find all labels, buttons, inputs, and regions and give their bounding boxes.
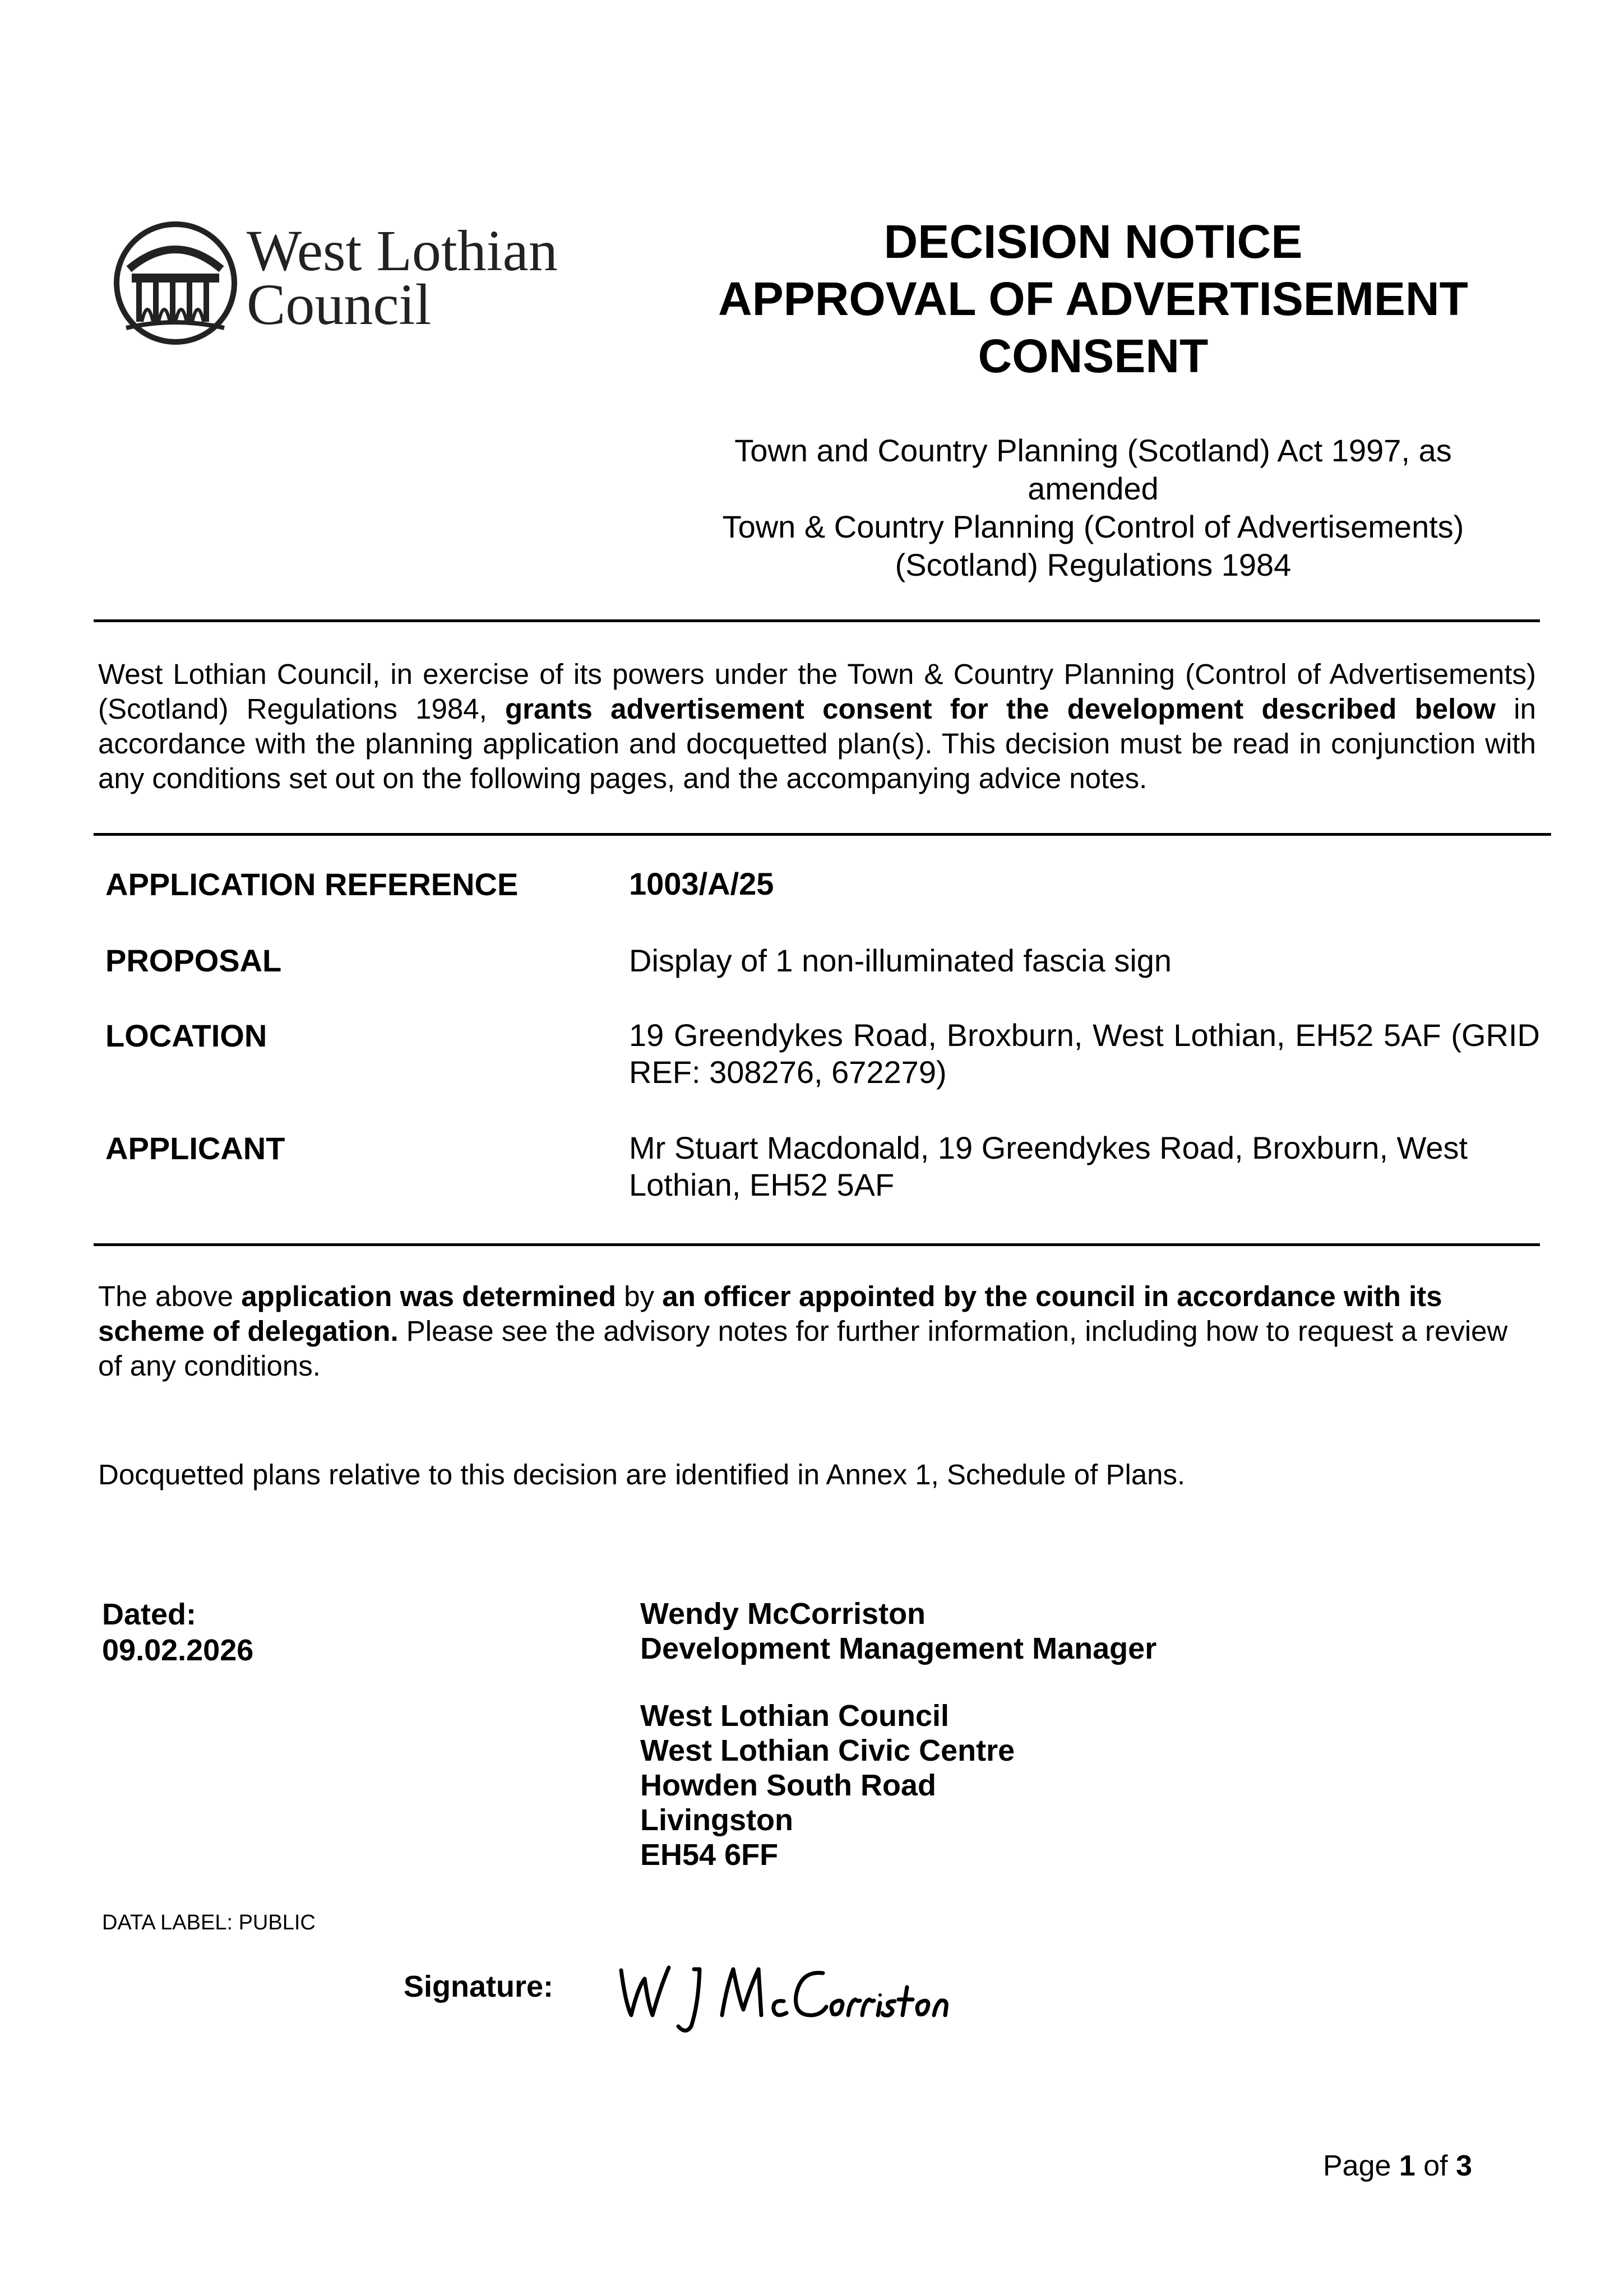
council-logo-text	[247, 219, 558, 337]
council-address	[640, 1698, 1015, 1872]
officer-name: Wendy McCorriston	[640, 1597, 926, 1631]
title-line-1: DECISION NOTICE	[883, 215, 1303, 268]
signature-label: Signature:	[404, 1970, 554, 2003]
dated-block	[102, 1596, 253, 1668]
reference-value: 1003/A/25	[629, 866, 774, 901]
address-line: Howden South Road	[640, 1769, 936, 1802]
location-value: 19 Greendykes Road, Broxburn, West Lothian, EH52 5AF (GRID REF: 308276, 672279)	[629, 1017, 1540, 1090]
handwritten-signature	[616, 1948, 1019, 2038]
address-line: West Lothian Council	[640, 1699, 949, 1733]
det-text-2: by	[616, 1280, 663, 1312]
divider	[94, 619, 1540, 622]
determination-paragraph	[98, 1279, 1528, 1383]
address-line: West Lothian Civic Centre	[640, 1734, 1015, 1767]
notice-title	[645, 213, 1542, 385]
applicant-label: APPLICANT	[105, 1131, 285, 1166]
act-line-2: amended	[1028, 471, 1159, 506]
address-line: EH54 6FF	[640, 1838, 779, 1872]
act-line-1: Town and Country Planning (Scotland) Act 1997, as	[734, 433, 1452, 468]
council-crest-icon	[109, 213, 244, 353]
location-label: LOCATION	[105, 1018, 267, 1053]
applicant-value: Mr Stuart Macdonald, 19 Greendykes Road, Broxburn, West Lothian, EH52 5AF	[629, 1130, 1468, 1202]
intro-text-2: in accordance with the planning application and docquetted plan(s). This decision must be read in conjunction with any conditions set out on the following pages, and the accompanying advice notes.	[98, 693, 1537, 794]
page-current: 1	[1399, 2150, 1415, 2182]
det-bold-1: application was determined	[241, 1280, 617, 1312]
divider	[94, 1243, 1540, 1246]
det-text-1: The above	[98, 1280, 242, 1312]
title-line-3: CONSENT	[978, 330, 1209, 382]
intro-bold: grants advertisement consent for the development described below	[505, 693, 1496, 725]
page-total: 3	[1456, 2150, 1472, 2182]
det-text-3: Please see the advisory notes for further information, including how to request a review of any conditions.	[98, 1315, 1508, 1382]
legislation-references	[645, 432, 1542, 584]
proposal-label: PROPOSAL	[105, 943, 282, 978]
reference-label: APPLICATION REFERENCE	[105, 867, 519, 902]
address-line: Livingston	[640, 1803, 793, 1837]
page-prefix: Page	[1323, 2150, 1399, 2182]
officer-title: Development Management Manager	[640, 1632, 1157, 1665]
det-bold-2: an officer appointed by the council in accordance with its scheme of delegation.	[98, 1280, 1442, 1347]
dated-value: 09.02.2026	[102, 1633, 254, 1667]
intro-paragraph	[98, 657, 1536, 796]
divider	[94, 833, 1551, 836]
proposal-value: Display of 1 non-illuminated fascia sign	[629, 943, 1172, 978]
logo-line-1: West Lothian	[247, 219, 558, 283]
signature-image	[616, 1948, 1019, 2038]
act-line-4: (Scotland) Regulations 1984	[895, 547, 1292, 582]
dated-label: Dated:	[102, 1598, 197, 1631]
title-line-2: APPROVAL OF ADVERTISEMENT	[718, 272, 1468, 325]
page-of: of	[1415, 2150, 1456, 2182]
act-line-3: Town & Country Planning (Control of Advertisements)	[722, 509, 1464, 544]
data-label: DATA LABEL: PUBLIC	[102, 1911, 316, 1934]
logo-line-2: Council	[247, 272, 432, 337]
officer-block	[640, 1596, 1156, 1666]
docquetted-plans-note: Docquetted plans relative to this decision are identified in Annex 1, Schedule of Plans.	[98, 1459, 1186, 1490]
page-indicator	[1323, 2149, 1472, 2183]
intro-text-1: West Lothian Council, in exercise of its powers under the Town & Country Planning (Control of Advertisements) (Scotland) Regulations 1984,	[98, 658, 1536, 725]
